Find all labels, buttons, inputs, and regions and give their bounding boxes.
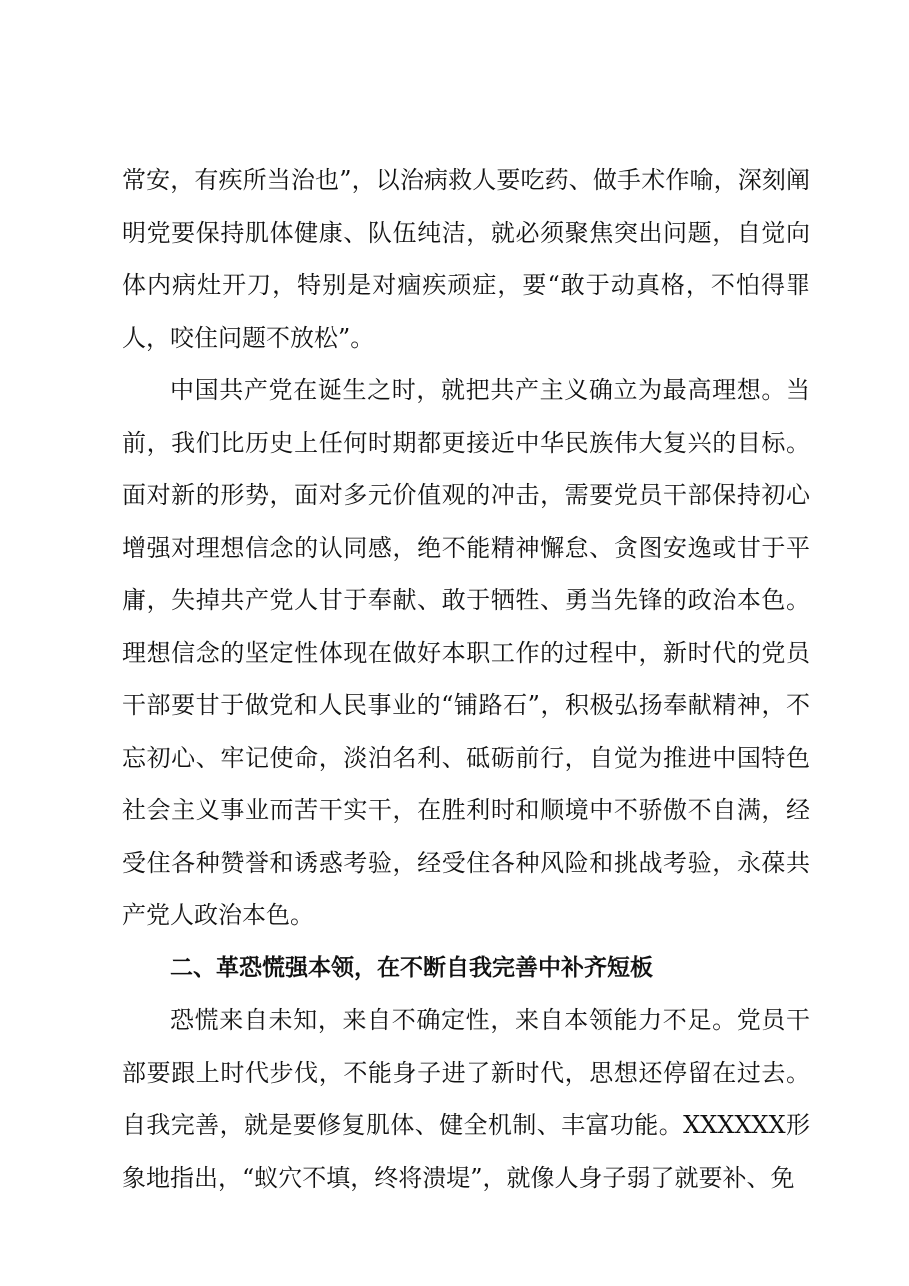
document-body — [122, 154, 810, 1204]
body-paragraph-3: 恐慌来自未知，来自不确定性，来自本领能力不足。党员干部要跟上时代步伐，不能身子进了新时代，思想还停留在过去。自我完善，就是要修复肌体、健全机制、丰富功能。XXXXXX形象地指出，“蚁穴不填，终将溃堤”，就像人身子弱了就要补、免 — [122, 1006, 810, 1192]
body-paragraph-2: 中国共产党在诞生之时，就把共产主义确立为最高理想。当前，我们比历史上任何时期都更接近中华民族伟大复兴的目标。面对新的形势，面对多元价值观的冲击，需要党员干部保持初心增强对理想信念的认同感，绝不能精神懈怠、贪图安逸或甘于平庸，失掉共产党人甘于奉献、敢于牺牲、勇当先锋的政治本色。理想信念的坚定性体现在做好本职工作的过程中，新时代的党员干部要甘于做党和人民事业的“铺路石”，积极弘扬奉献精神，不忘初心、牢记使命，淡泊名利、砥砺前行，自觉为推进中国特色社会主义事业而苦干实干，在胜利时和顺境中不骄傲不自满，经受住各种赞誉和诱惑考验，经受住各种风险和挑战考验，永葆共产党人政治本色。 — [122, 376, 810, 929]
section-heading: 二、革恐慌强本领，在不断自我完善中补齐短板 — [170, 954, 653, 981]
body-paragraph-1: 常安，有疾所当治也”，以治病救人要吃药、做手术作喻，深刻阐明党要保持肌体健康、队伍纯洁，就必须聚焦突出问题，自觉向体内病灶开刀，特别是对痼疾顽症，要“敢于动真格，不怕得罪人，咬住问题不放松”。 — [122, 166, 810, 352]
